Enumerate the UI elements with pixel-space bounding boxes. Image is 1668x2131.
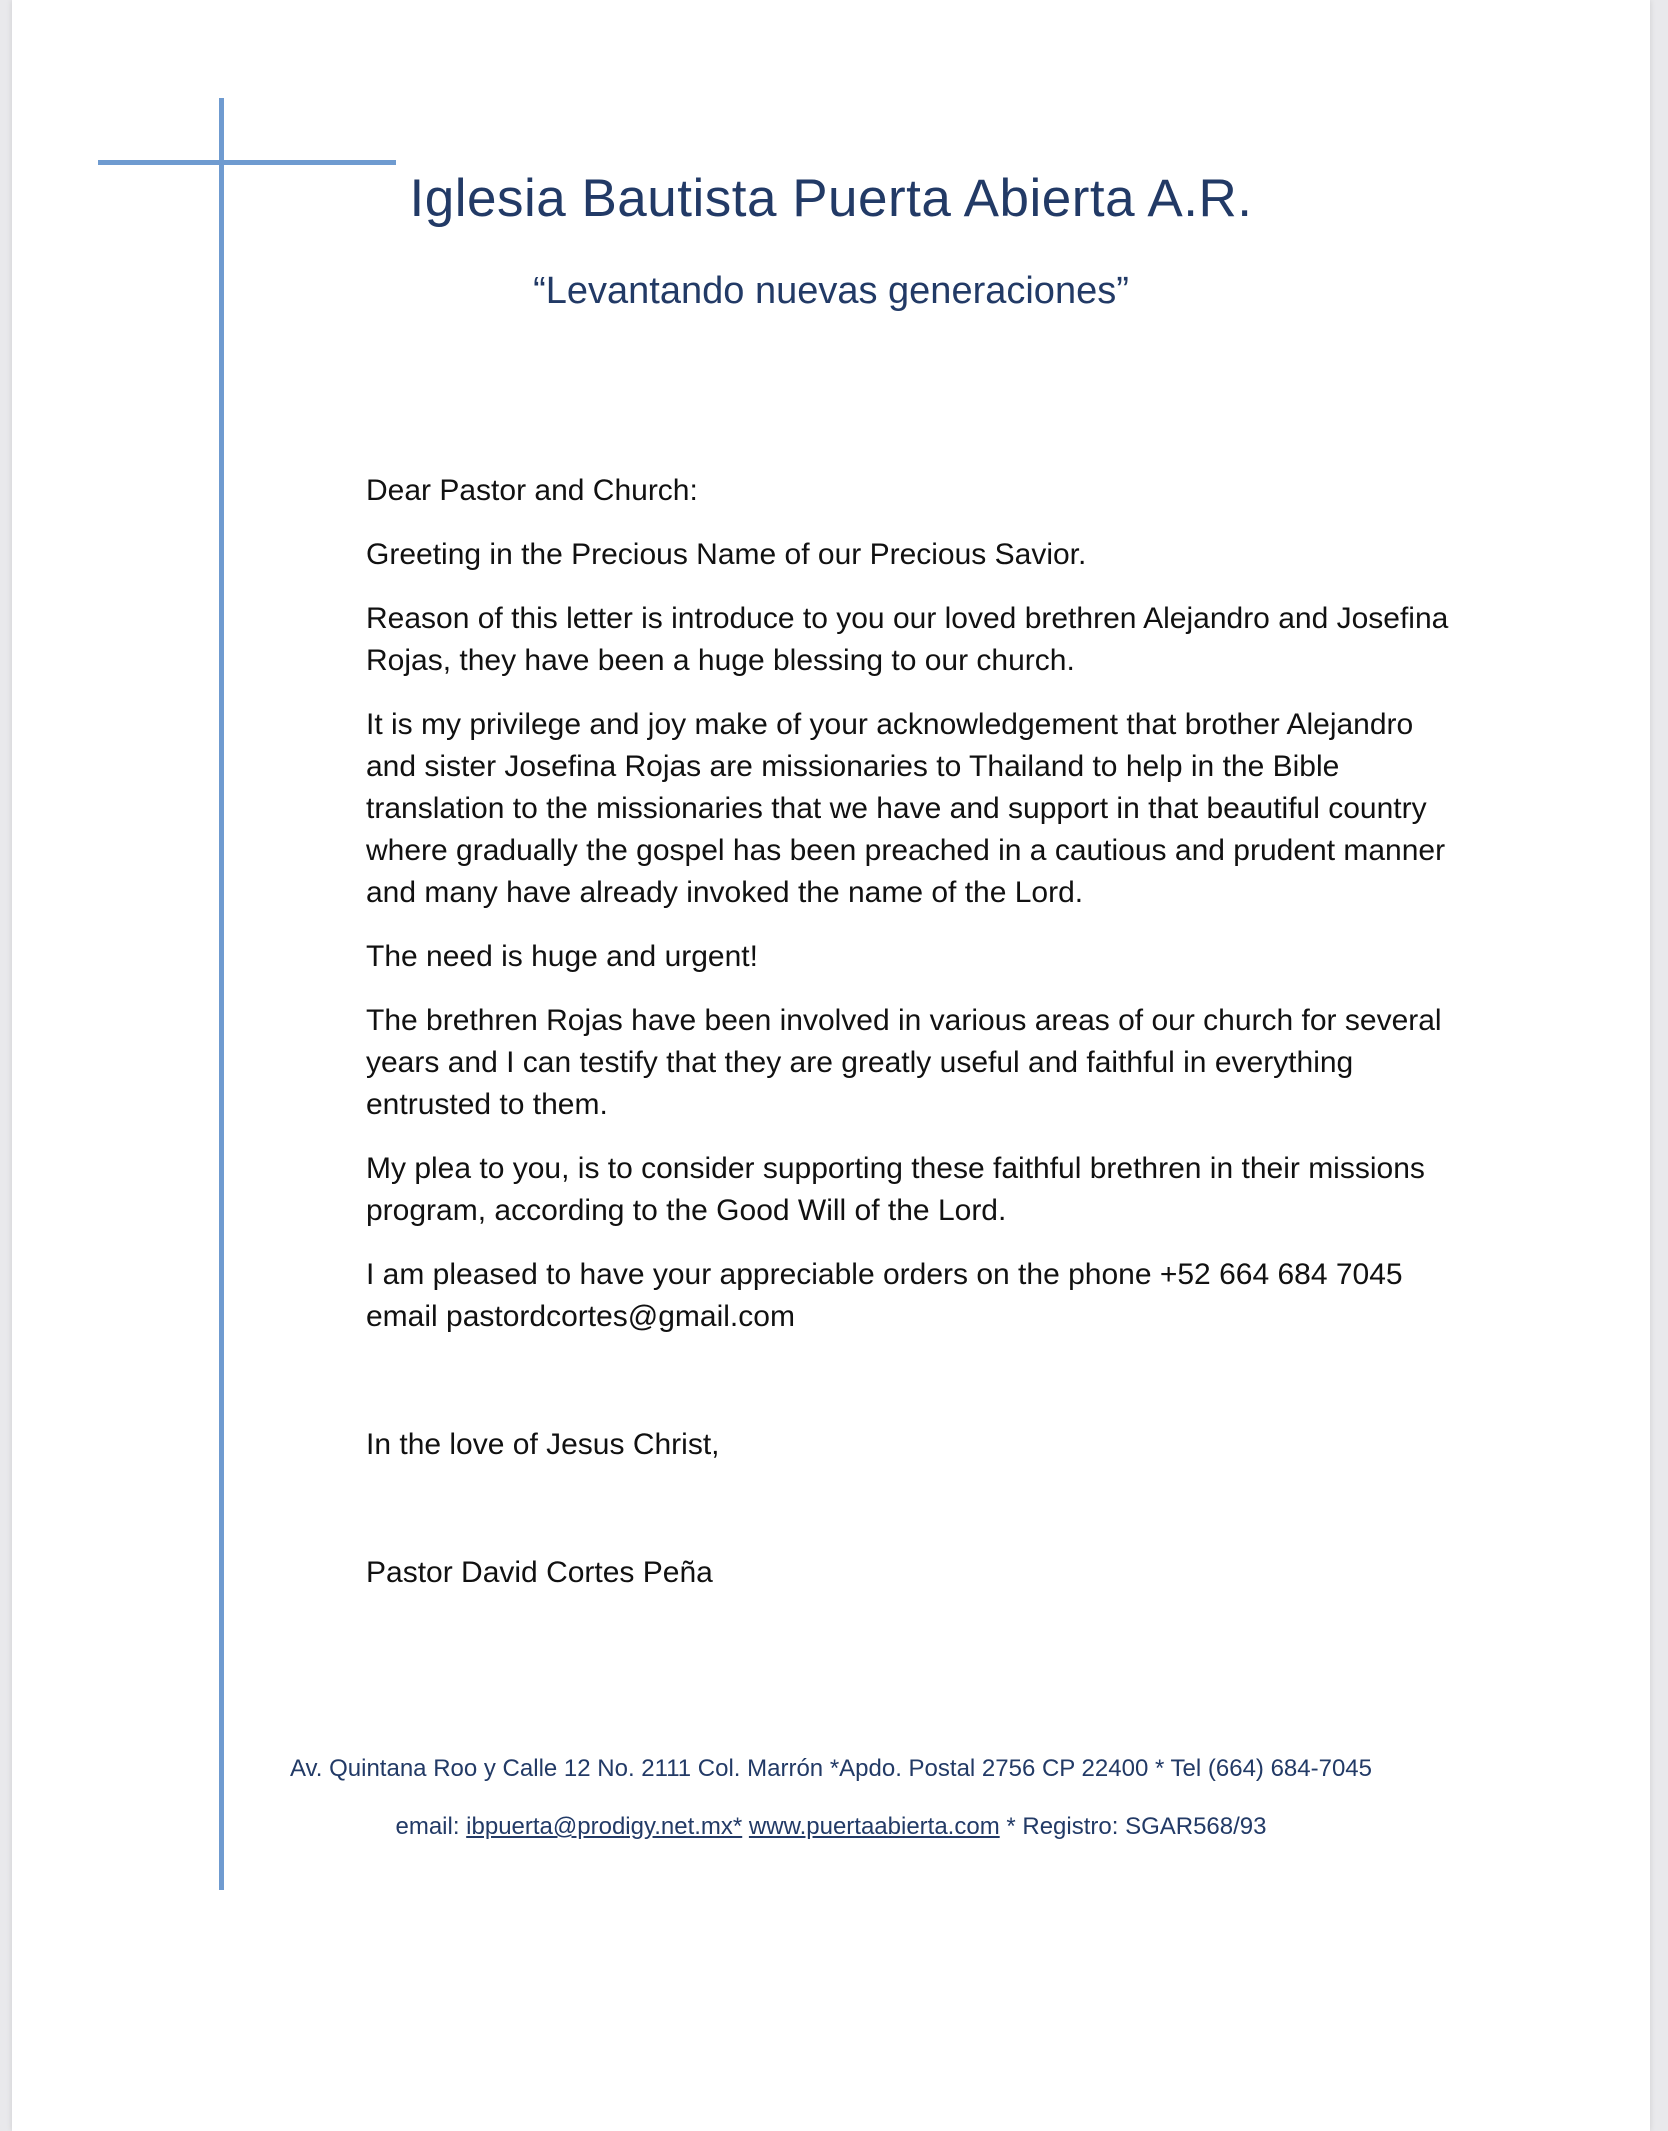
contact-phone: I am pleased to have your appreciable orders on the phone +52 664 684 7045 <box>366 1258 1403 1291</box>
cross-vertical-bar <box>219 98 224 1890</box>
signature: Pastor David Cortes Peña <box>366 1556 713 1589</box>
cross-horizontal-bar <box>98 160 396 165</box>
footer-contact <box>12 1813 1650 1841</box>
salutation: Dear Pastor and Church: <box>366 474 698 507</box>
letter-body <box>366 470 1466 1616</box>
contact-email: email pastordcortes@gmail.com <box>366 1300 795 1333</box>
closing: In the love of Jesus Christ, <box>366 1428 720 1461</box>
footer <box>12 1755 1650 1841</box>
contact-paragraph <box>366 1254 1466 1338</box>
paragraph-need: The need is huge and urgent! <box>366 940 758 973</box>
greeting: Greeting in the Precious Name of our Precious Savior. <box>366 538 1087 571</box>
footer-registro: * Registro: SGAR568/93 <box>999 1813 1267 1840</box>
paragraph-introduction: Reason of this letter is introduce to you our loved brethren Alejandro and Josefina Rojas, they have been a huge blessing to our church. <box>366 602 1449 677</box>
paragraph-missionaries: It is my privilege and joy make of your acknowledgement that brother Alejandro and sister Josefina Rojas are missionaries to Thailand to help in the Bible translation to the missionaries that we have and support in that beautiful country where gradually the gospel has been preached in a cautious and prudent manner and many have already invoked the name of the Lord. <box>366 708 1446 909</box>
paragraph-testimony: The brethren Rojas have been involved in various areas of our church for several years and I can testify that they are greatly useful and faithful in everything entrusted to them. <box>366 1004 1442 1121</box>
footer-website-link[interactable]: www.puertaabierta.com <box>748 1813 1000 1840</box>
paragraph-plea: My plea to you, is to consider supporting these faithful brethren in their missions program, according to the Good Will of the Lord. <box>366 1152 1425 1227</box>
church-name: Iglesia Bautista Puerta Abierta A.R. <box>409 169 1253 228</box>
church-name-heading <box>12 168 1650 229</box>
church-motto: “Levantando nuevas generaciones” <box>533 270 1129 312</box>
footer-email-link[interactable]: ibpuerta@prodigy.net.mx* <box>466 1813 743 1840</box>
footer-email-label: email: <box>395 1813 467 1840</box>
footer-address: Av. Quintana Roo y Calle 12 No. 2111 Col. Marrón *Apdo. Postal 2756 CP 22400 * Tel (664) 684-7045 <box>289 1755 1372 1782</box>
letter-page <box>12 0 1650 2131</box>
